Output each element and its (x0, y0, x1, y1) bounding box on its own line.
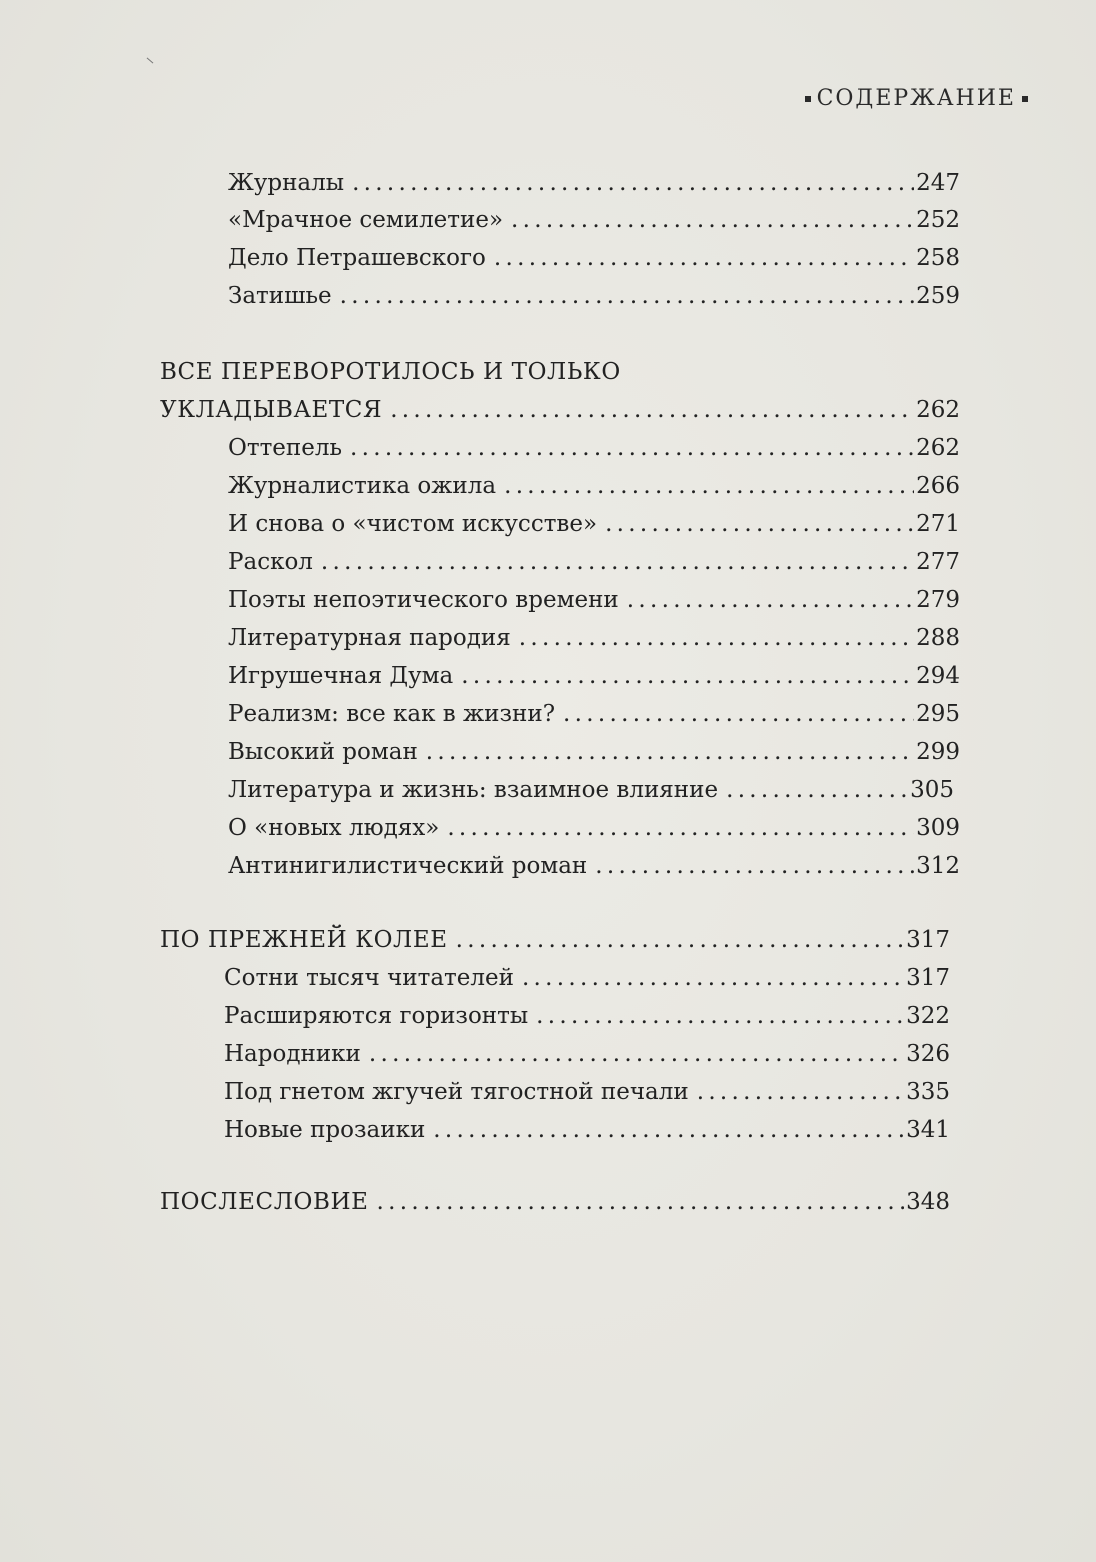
toc-entry (224, 1001, 950, 1031)
section-page: 348 (906, 1189, 950, 1215)
dot-leader (627, 585, 914, 615)
dot-leader (504, 471, 914, 501)
toc-entry-page: 312 (916, 853, 960, 879)
toc-entry-title: Журналистика ожила (228, 473, 497, 499)
dot-leader (447, 813, 914, 843)
toc-entry (224, 1039, 950, 1069)
toc-entry-title: Игрушечная Дума (228, 663, 454, 689)
toc-entry-page: 277 (916, 549, 960, 575)
dot-leader (519, 623, 914, 653)
toc-entry-page: 309 (916, 815, 960, 841)
dot-leader (377, 1187, 905, 1217)
dot-leader (461, 661, 914, 691)
running-head-text: СОДЕРЖАНИЕ (816, 86, 1016, 111)
dot-leader (494, 243, 914, 273)
toc-entry-page: 258 (916, 245, 960, 271)
toc-entry-page: 279 (916, 587, 960, 613)
toc-entry-title: Литературная пародия (228, 625, 511, 651)
toc-entry-title: Дело Петрашевского (228, 245, 486, 271)
toc-entry-title: Под гнетом жгучей тягостной печали (224, 1079, 689, 1105)
dot-leader (605, 509, 914, 539)
section-page: 262 (916, 397, 960, 423)
dot-leader (390, 395, 914, 425)
toc-entry-title: Народники (224, 1041, 361, 1067)
toc-entry-title: Литература и жизнь: взаимное влияние (228, 777, 719, 803)
toc-entry-title: И снова о «чистом искусстве» (228, 511, 598, 537)
toc-entry-page: 299 (916, 739, 960, 765)
toc-entry-title: О «новых людях» (228, 815, 440, 841)
section-title: ВСЕ ПЕРЕВОРОТИЛОСЬ И ТОЛЬКО (160, 359, 621, 385)
section-entry (160, 395, 960, 425)
toc-entry-page: 252 (916, 207, 960, 233)
dot-leader (536, 1001, 904, 1031)
toc-entry-title: Сотни тысяч читателей (224, 965, 514, 991)
toc-entry (228, 661, 960, 691)
toc-entry-title: Новые прозаики (224, 1117, 426, 1143)
section-title: ПОСЛЕСЛОВИЕ (160, 1189, 369, 1215)
dot-leader (522, 963, 904, 993)
toc-entry-page: 294 (916, 663, 960, 689)
toc-entry (228, 851, 960, 881)
toc-entry (228, 737, 960, 767)
toc-entry (228, 623, 960, 653)
toc-entry-page: 322 (906, 1003, 950, 1029)
toc-entry-page: 305 (910, 777, 954, 803)
toc-entry-page: 295 (916, 701, 960, 727)
dot-leader (340, 281, 914, 311)
dot-leader (456, 925, 904, 955)
toc-entry (228, 585, 960, 615)
toc-entry-page: 341 (906, 1117, 950, 1143)
toc-entry (228, 813, 960, 843)
dot-leader (726, 775, 908, 805)
toc-entry-page: 271 (916, 511, 960, 537)
toc-entry-page: 247 (916, 170, 960, 196)
toc-entry (224, 963, 950, 993)
dot-leader (321, 547, 914, 577)
dot-leader (350, 433, 914, 463)
toc-entry-title: Расширяются горизонты (224, 1003, 529, 1029)
toc-entry (228, 205, 960, 235)
toc-entry (228, 281, 960, 311)
toc-entry (228, 433, 960, 463)
toc-entry-title: Поэты непоэтического времени (228, 587, 619, 613)
dot-leader (595, 851, 914, 881)
toc-entry-title: Журналы (228, 170, 345, 196)
toc-entry (228, 168, 960, 198)
dot-leader (511, 205, 914, 235)
dot-leader (352, 168, 914, 198)
dot-leader (426, 737, 914, 767)
section-entry (160, 925, 950, 955)
toc-entry-page: 259 (916, 283, 960, 309)
toc-entry (228, 243, 960, 273)
toc-entry (224, 1077, 950, 1107)
toc-entry (228, 775, 954, 805)
toc-entry-title: Раскол (228, 549, 313, 575)
toc-entry (228, 509, 960, 539)
section-title: УКЛАДЫВАЕТСЯ (160, 397, 383, 423)
toc-entry-page: 262 (916, 435, 960, 461)
dot-leader (697, 1077, 904, 1107)
toc-entry (224, 1115, 950, 1145)
toc-entry-title: «Мрачное семилетие» (228, 207, 504, 233)
toc-entry-title: Антинигилистический роман (228, 853, 588, 879)
toc-entry (228, 699, 960, 729)
toc-entry-title: Затишье (228, 283, 332, 309)
toc-entry-page: 335 (906, 1079, 950, 1105)
toc-entry-page: 326 (906, 1041, 950, 1067)
section-page: 317 (906, 927, 950, 953)
dot-leader (369, 1039, 904, 1069)
toc-entry-title: Оттепель (228, 435, 342, 461)
toc-entry-title: Реализм: все как в жизни? (228, 701, 556, 727)
toc-entry-page: 288 (916, 625, 960, 651)
dot-leader (433, 1115, 904, 1145)
toc-entry-page: 266 (916, 473, 960, 499)
section-title: ПО ПРЕЖНЕЙ КОЛЕЕ (160, 927, 448, 953)
dot-leader (563, 699, 914, 729)
toc-entry-title: Высокий роман (228, 739, 418, 765)
toc-entry (228, 547, 960, 577)
section-entry (160, 1187, 950, 1217)
toc-entry (228, 471, 960, 501)
toc-entry-page: 317 (906, 965, 950, 991)
